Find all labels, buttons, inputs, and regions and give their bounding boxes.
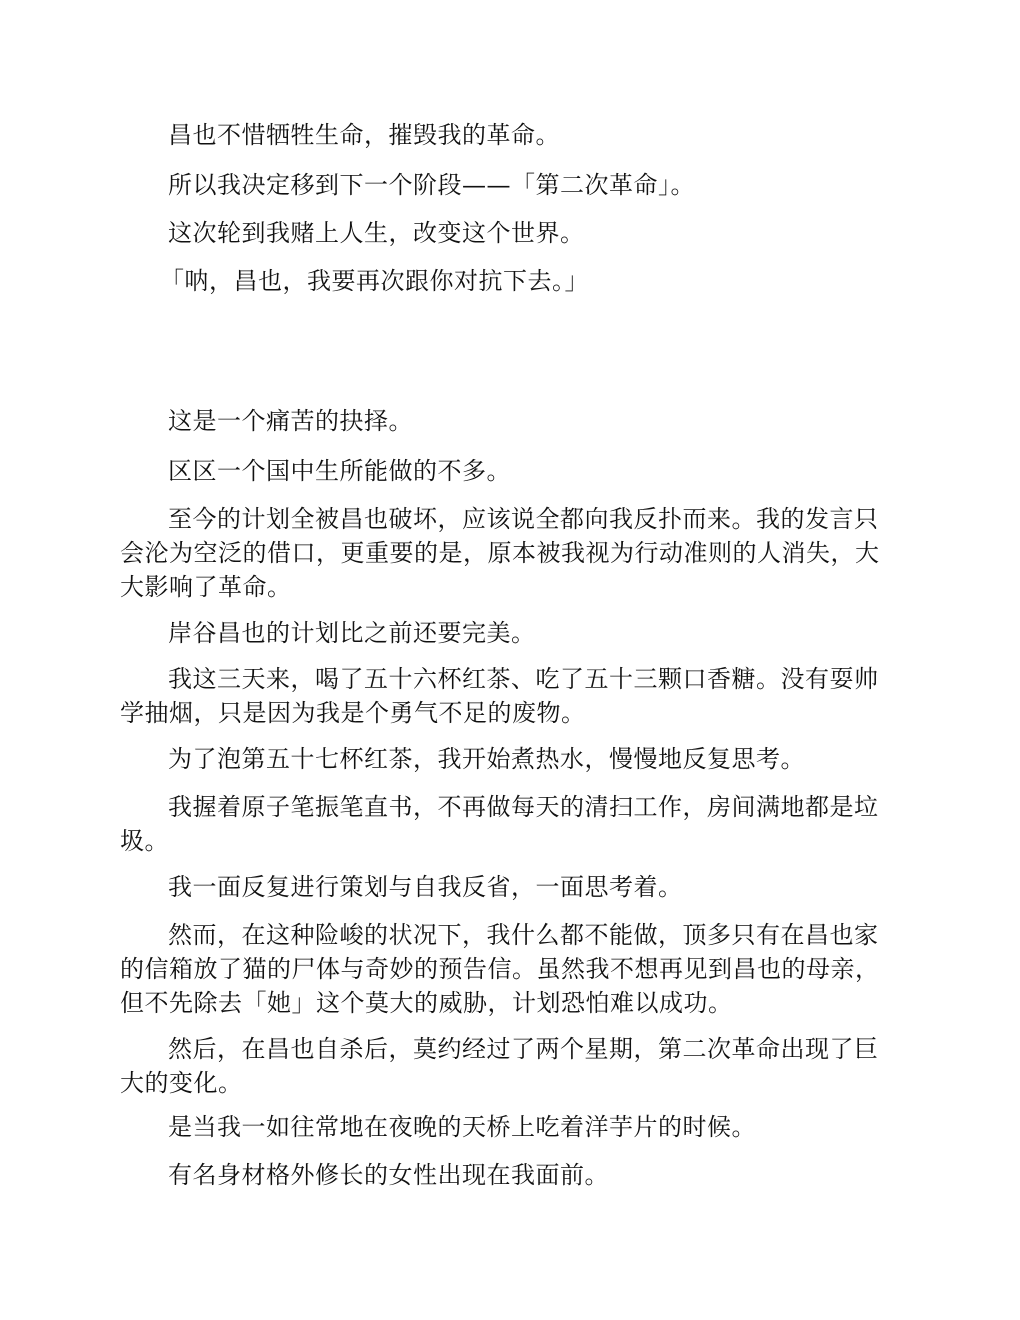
paragraph-10: 为了泡第五十七杯红茶，我开始煮热水，慢慢地反复思考。 [168,745,805,773]
paragraph-14: 然后，在昌也自杀后，莫约经过了两个星期，第二次革命出现了巨大的变化。 [120,1035,879,1097]
paragraph-2: 所以我决定移到下一个阶段——「第二次革命」。 [168,171,695,199]
paragraph-16: 有名身材格外修长的女性出现在我面前。 [168,1161,609,1189]
paragraph-11: 我握着原子笔振笔直书，不再做每天的清扫工作，房间满地都是垃圾。 [120,793,879,855]
paragraph-8: 岸谷昌也的计划比之前还要完美。 [168,619,536,647]
paragraph-12: 我一面反复进行策划与自我反省，一面思考着。 [168,873,683,901]
paragraph-6: 区区一个国中生所能做的不多。 [168,457,511,485]
paragraph-5: 这是一个痛苦的抉择。 [168,407,413,435]
document-page [120,0,900,1320]
paragraph-13: 然而，在这种险峻的状况下，我什么都不能做，顶多只有在昌也家的信箱放了猫的尸体与奇妙的预告信。虽然我不想再见到昌也的母亲，但不先除去「她」这个莫大的威胁，计划恐怕难以成功。 [120,921,880,1017]
paragraph-4: 「呐，昌也，我要再次跟你对抗下去。」 [160,267,589,295]
paragraph-15: 是当我一如往常地在夜晚的天桥上吃着洋芋片的时候。 [168,1113,756,1141]
paragraph-9: 我这三天来，喝了五十六杯红茶、吃了五十三颗口香糖。没有耍帅学抽烟，只是因为我是个勇气不足的废物。 [120,665,879,727]
paragraph-3: 这次轮到我赌上人生，改变这个世界。 [168,219,585,247]
paragraph-7: 至今的计划全被昌也破坏，应该说全都向我反扑而来。我的发言只会沦为空泛的借口，更重要的是，原本被我视为行动准则的人消失，大大影响了革命。 [120,505,880,601]
paragraph-1: 昌也不惜牺牲生命，摧毁我的革命。 [168,121,560,149]
